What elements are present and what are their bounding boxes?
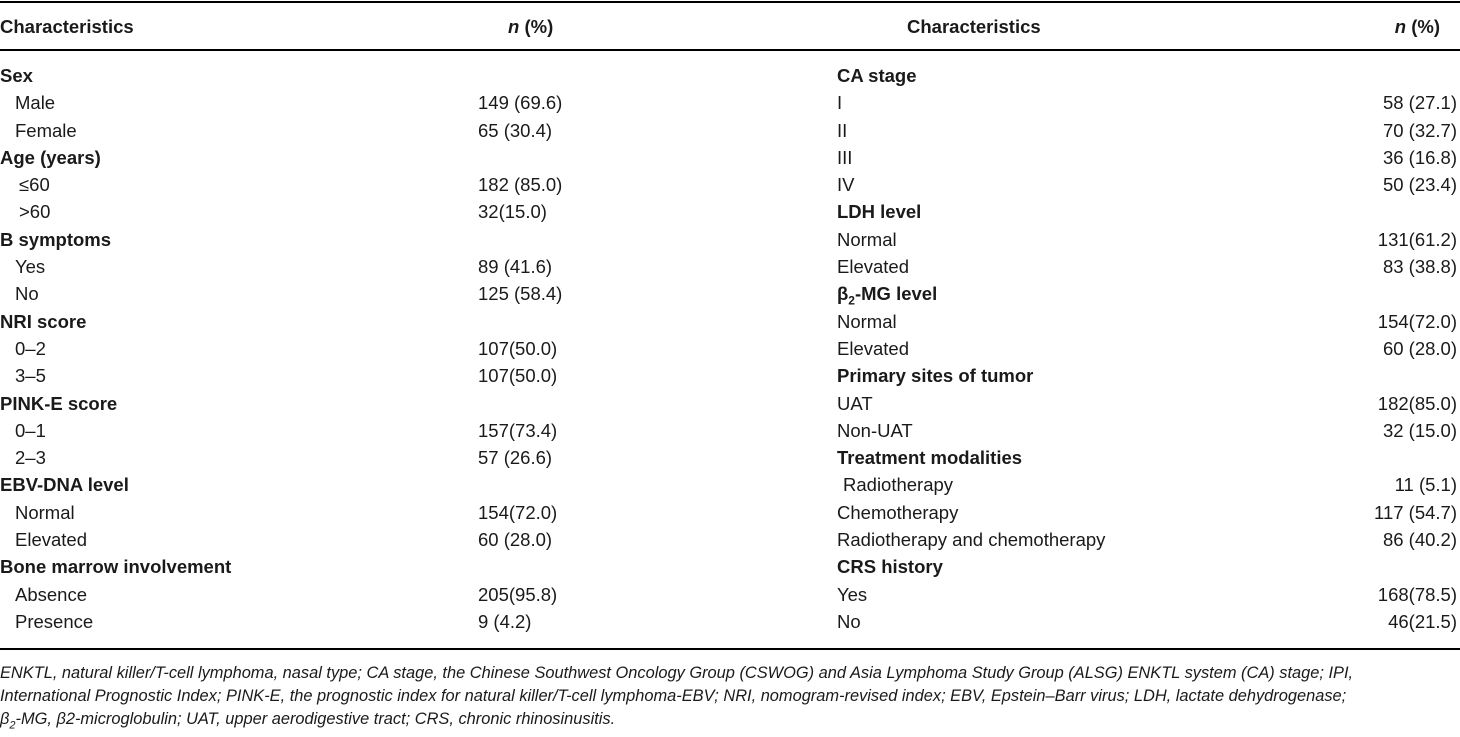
row-value: 149 (69.6) xyxy=(478,92,563,114)
table-row xyxy=(837,471,1457,498)
row-value: 107(50.0) xyxy=(478,365,558,387)
footnote-line: ENKTL, natural killer/T-cell lymphoma, nasal type; CA stage, the Chinese Southwest Oncology Group (CSWOG) and Asia Lymphoma Study Group (ALSG) ENKTL system (CA) stage; IPI, xyxy=(0,664,1354,682)
row-label: ≤60 xyxy=(19,174,50,196)
row-label: Male xyxy=(15,92,56,114)
row-value: 83 (38.8) xyxy=(1382,256,1457,278)
table-row xyxy=(0,280,620,307)
table-row xyxy=(0,444,620,471)
row-value: 157(73.4) xyxy=(478,419,558,441)
row-label: Chemotherapy xyxy=(837,501,959,523)
table-row xyxy=(0,89,620,116)
category-label: Primary sites of tumor xyxy=(837,365,1034,387)
table-row xyxy=(837,89,1457,116)
table-row xyxy=(0,171,620,198)
row-value: 86 (40.2) xyxy=(1382,529,1457,551)
row-label: No xyxy=(15,283,39,305)
footnote-line: $\beta_2-MG$, β2-microglobulin; UAT, upper aerodigestive tract; CRS, chronic rhinosinusitis. xyxy=(0,710,616,732)
table-top-rule xyxy=(0,1,1460,3)
table-row xyxy=(0,253,620,280)
category-label: Sex xyxy=(0,65,33,86)
table-row xyxy=(837,308,1457,335)
category-row xyxy=(0,390,620,417)
row-value: 9 (4.2) xyxy=(478,610,532,632)
row-value: 117 (54.7) xyxy=(1374,501,1457,523)
table-row xyxy=(837,526,1457,553)
row-label: 3–5 xyxy=(15,365,46,387)
row-value: 154(72.0) xyxy=(478,501,558,523)
table-footnote xyxy=(0,662,1460,737)
row-label: Elevated xyxy=(837,256,909,278)
table-row xyxy=(837,253,1457,280)
table-row xyxy=(0,526,620,553)
row-value: 50 (23.4) xyxy=(1382,174,1457,196)
row-label: Normal xyxy=(837,310,897,332)
row-label: I xyxy=(837,92,843,114)
table-row xyxy=(837,417,1457,444)
row-label: 2–3 xyxy=(15,447,46,469)
row-value: 205(95.8) xyxy=(478,583,558,605)
category-label: CRS history xyxy=(837,556,943,578)
row-label: Yes xyxy=(837,583,868,605)
row-label: Radiotherapy xyxy=(843,474,954,496)
table-row xyxy=(837,335,1457,362)
row-value: 11 (5.1) xyxy=(1394,474,1457,496)
table-row xyxy=(0,499,620,526)
category-label: Bone marrow involvement xyxy=(0,556,232,578)
table-row xyxy=(0,335,620,362)
row-label: Yes xyxy=(15,256,46,278)
row-value: 58 (27.1) xyxy=(1382,92,1457,114)
category-row xyxy=(0,471,620,498)
row-label: 0–2 xyxy=(15,337,46,359)
row-value: 46(21.5) xyxy=(1388,610,1457,632)
category-label: B symptoms xyxy=(0,228,112,250)
table-row xyxy=(0,417,620,444)
row-value: 182(85.0) xyxy=(1377,392,1457,414)
row-value: 57 (26.6) xyxy=(478,447,553,469)
row-label: Absence xyxy=(15,583,87,605)
table-row xyxy=(0,581,620,608)
row-value: 107(50.0) xyxy=(478,337,558,359)
category-label: $\beta_2-MG$ level xyxy=(837,283,938,309)
row-value: 32 (15.0) xyxy=(1382,419,1457,441)
category-row xyxy=(837,444,1457,471)
category-row xyxy=(837,62,1457,89)
row-value: 131(61.2) xyxy=(1377,228,1457,250)
category-row xyxy=(837,280,1457,307)
category-row xyxy=(0,226,620,253)
table-row xyxy=(0,117,620,144)
category-row xyxy=(0,308,620,335)
row-label: Radiotherapy and chemotherapy xyxy=(837,529,1106,551)
row-value: 32(15.0) xyxy=(478,201,547,223)
table-row xyxy=(0,362,620,389)
header-n-percent-right: n (%) xyxy=(1394,16,1440,37)
row-label: IV xyxy=(837,174,855,196)
left-column xyxy=(0,62,620,635)
category-label: Treatment modalities xyxy=(837,447,1023,469)
category-label: PINK-E score xyxy=(0,392,118,414)
table-bottom-rule xyxy=(0,648,1460,650)
category-row xyxy=(0,144,620,171)
row-value: 65 (30.4) xyxy=(478,119,553,141)
category-label: CA stage xyxy=(837,65,917,86)
category-label: Age (years) xyxy=(0,146,101,168)
row-label: No xyxy=(837,610,861,632)
category-row xyxy=(837,198,1457,225)
table-row xyxy=(837,390,1457,417)
row-value: 168(78.5) xyxy=(1377,583,1457,605)
table-row xyxy=(837,499,1457,526)
category-row xyxy=(837,362,1457,389)
row-label: Non-UAT xyxy=(837,419,913,441)
header-characteristics-right: Characteristics xyxy=(907,16,1041,37)
table-row xyxy=(837,171,1457,198)
row-label: Normal xyxy=(15,501,75,523)
table-row xyxy=(837,608,1457,635)
table-row xyxy=(0,608,620,635)
right-column xyxy=(837,62,1457,635)
row-label: Normal xyxy=(837,228,897,250)
row-value: 89 (41.6) xyxy=(478,256,553,278)
row-value: 70 (32.7) xyxy=(1382,119,1457,141)
category-label: NRI score xyxy=(0,310,87,332)
header-n-percent-left: n (%) xyxy=(508,16,554,37)
row-label: III xyxy=(837,146,853,168)
table-row xyxy=(837,226,1457,253)
row-value: 125 (58.4) xyxy=(478,283,563,305)
row-label: II xyxy=(837,119,848,141)
row-label: >60 xyxy=(19,201,51,223)
table-header-rule xyxy=(0,49,1460,51)
table-row xyxy=(837,581,1457,608)
row-label: Elevated xyxy=(837,337,909,359)
row-value: 60 (28.0) xyxy=(1382,337,1457,359)
row-label: 0–1 xyxy=(15,419,46,441)
category-label: LDH level xyxy=(837,201,922,223)
category-row xyxy=(0,62,620,89)
row-value: 60 (28.0) xyxy=(478,529,553,551)
table-row xyxy=(0,198,620,225)
table-row xyxy=(837,144,1457,171)
row-label: Presence xyxy=(15,610,94,632)
row-value: 154(72.0) xyxy=(1377,310,1457,332)
row-label: Female xyxy=(15,119,77,141)
row-label: Elevated xyxy=(15,529,87,551)
row-label: UAT xyxy=(837,392,873,414)
category-row xyxy=(837,553,1457,580)
row-value: 36 (16.8) xyxy=(1382,146,1457,168)
category-row xyxy=(0,553,620,580)
category-label: EBV-DNA level xyxy=(0,474,129,496)
table-row xyxy=(837,117,1457,144)
footnote-line: International Prognostic Index; PINK-E, the prognostic index for natural killer/T-cell lymphoma-EBV; NRI, nomogram-revised index; EBV, Epstein–Barr virus; LDH, lactate dehydrogenase; xyxy=(0,687,1347,705)
row-value: 182 (85.0) xyxy=(478,174,563,196)
header-characteristics-left: Characteristics xyxy=(0,16,134,37)
